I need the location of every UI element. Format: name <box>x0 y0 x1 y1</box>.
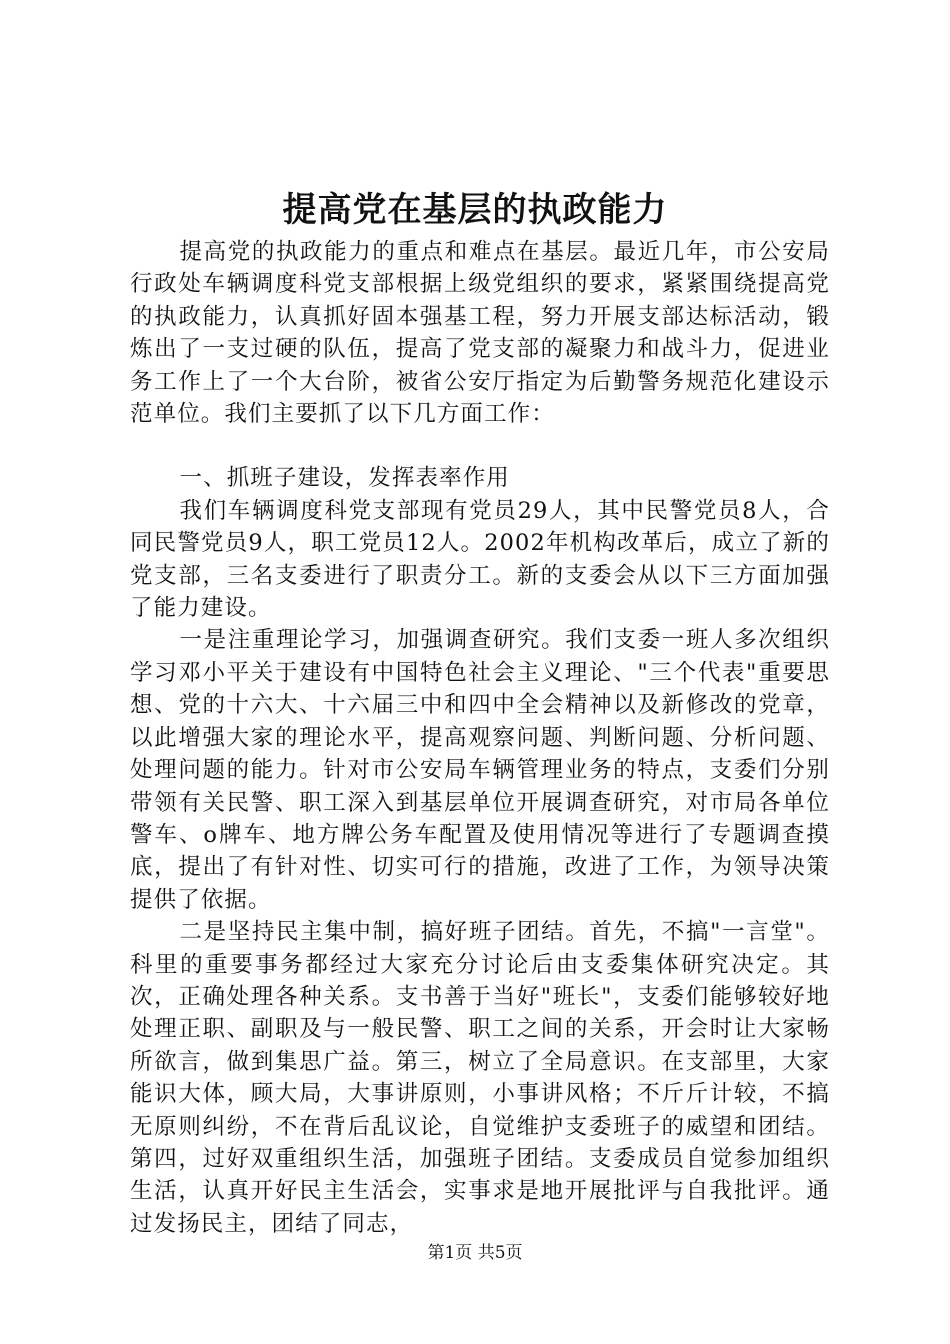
document-title: 提高党在基层的执政能力 <box>282 190 668 230</box>
page-number: 第1页 共5页 <box>427 1243 523 1263</box>
document-body <box>130 236 830 1240</box>
body-paragraph: 我们车辆调度科党支部现有党员29人，其中民警党员8人，合同民警党员9人，职工党员12人。2002年机构改革后，成立了新的党支部，三名支委进行了职责分工。新的支委会从以下三方面加强了能力建设。 <box>130 497 830 622</box>
intro-paragraph: 提高党的执政能力的重点和难点在基层。最近几年，市公安局行政处车辆调度科党支部根据上级党组织的要求，紧紧围绕提高党的执政能力，认真抓好固本强基工程，努力开展支部达标活动，锻炼出了一支过硬的队伍，提高了党支部的凝聚力和战斗力，促进业务工作上了一个大台阶，被省公安厅指定为后勤警务规范化建设示范单位。我们主要抓了以下几方面工作： <box>130 239 830 428</box>
body-paragraph: 一是注重理论学习，加强调查研究。我们支委一班人多次组织学习邓小平关于建设有中国特色社会主义理论、"三个代表"重要思想、党的十六大、十六届三中和四中全会精神以及新修改的党章，以此增强大家的理论水平，提高观察问题、判断问题、分析问题、处理问题的能力。针对市公安局车辆管理业务的特点，支委们分别带领有关民警、职工深入到基层单位开展调查研究，对市局各单位警车、o牌车、地方牌公务车配置及使用情况等进行了专题调查摸底，提出了有针对性、切实可行的措施，改进了工作，为领导决策提供了依据。 <box>130 627 830 913</box>
body-paragraph: 二是坚持民主集中制，搞好班子团结。首先，不搞"一言堂"。科里的重要事务都经过大家充分讨论后由支委集体研究决定。其次，正确处理各种关系。支书善于当好"班长"，支委们能够较好地处理正职、副职及与一般民警、职工之间的关系，开会时让大家畅所欲言，做到集思广益。第三，树立了全局意识。在支部里，大家能识大体，顾大局，大事讲原则，小事讲风格；不斤斤计较，不搞无原则纠纷，不在背后乱议论，自觉维护支委班子的威望和团结。第四，过好双重组织生活，加强班子团结。支委成员自觉参加组织生活，认真开好民主生活会，实事求是地开展批评与自我批评。通过发扬民主，团结了同志， <box>130 919 830 1237</box>
section-heading: 一、抓班子建设，发挥表率作用 <box>179 465 510 492</box>
